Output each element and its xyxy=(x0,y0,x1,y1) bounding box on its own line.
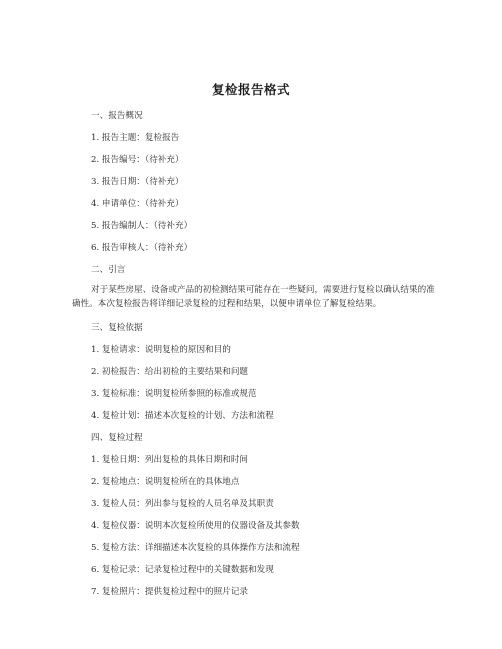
section-heading-process: 四、复检过程 xyxy=(91,433,143,443)
list-item: 4. 复检计划：描述本次复检的计划、方法和流程 xyxy=(91,411,274,421)
list-item: 6. 报告审核人：（待补充） xyxy=(91,243,193,253)
list-item: 2. 初检报告：给出初检的主要结果和问题 xyxy=(91,367,249,377)
list-item: 6. 复检记录：记录复检过程中的关键数据和发现 xyxy=(91,565,274,575)
list-item: 1. 报告主题：复检报告 xyxy=(91,133,180,143)
document-title: 复检报告格式 xyxy=(211,82,290,97)
list-item: 7. 复检照片：提供复检过程中的照片记录 xyxy=(91,587,249,597)
list-item: 2. 复检地点：说明复检所在的具体地点 xyxy=(91,477,240,487)
list-item: 4. 申请单位：（待补充） xyxy=(91,199,184,209)
list-item: 1. 复检请求：说明复检的原因和目的 xyxy=(91,345,231,355)
list-item: 2. 报告编号：（待补充） xyxy=(91,155,184,165)
list-item: 5. 报告编制人：（待补充） xyxy=(91,221,193,231)
section-heading-intro: 二、引言 xyxy=(91,265,126,275)
list-item: 5. 复检方法：详细描述本次复检的具体操作方法和流程 xyxy=(91,543,300,553)
list-item: 3. 报告日期：（待补充） xyxy=(91,177,184,187)
intro-paragraph: 对于某些房屋、设备或产品的初检测结果可能存在一些疑问，需要进行复检以确认结果的准确性。本次复检报告将详细记录复检的过程和结果，以便申请单位了解复检结果。 xyxy=(72,285,435,309)
list-item: 1. 复检日期：列出复检的具体日期和时间 xyxy=(91,455,249,465)
list-item: 4. 复检仪器：说明本次复检所使用的仪器设备及其参数 xyxy=(91,521,300,531)
list-item: 3. 复检人员：列出参与复检的人员名单及其职责 xyxy=(91,499,274,509)
list-item: 3. 复检标准：说明复检所参照的标准或规范 xyxy=(91,389,257,399)
section-heading-overview: 一、报告概况 xyxy=(91,111,143,121)
section-heading-basis: 三、复检依据 xyxy=(91,323,143,333)
